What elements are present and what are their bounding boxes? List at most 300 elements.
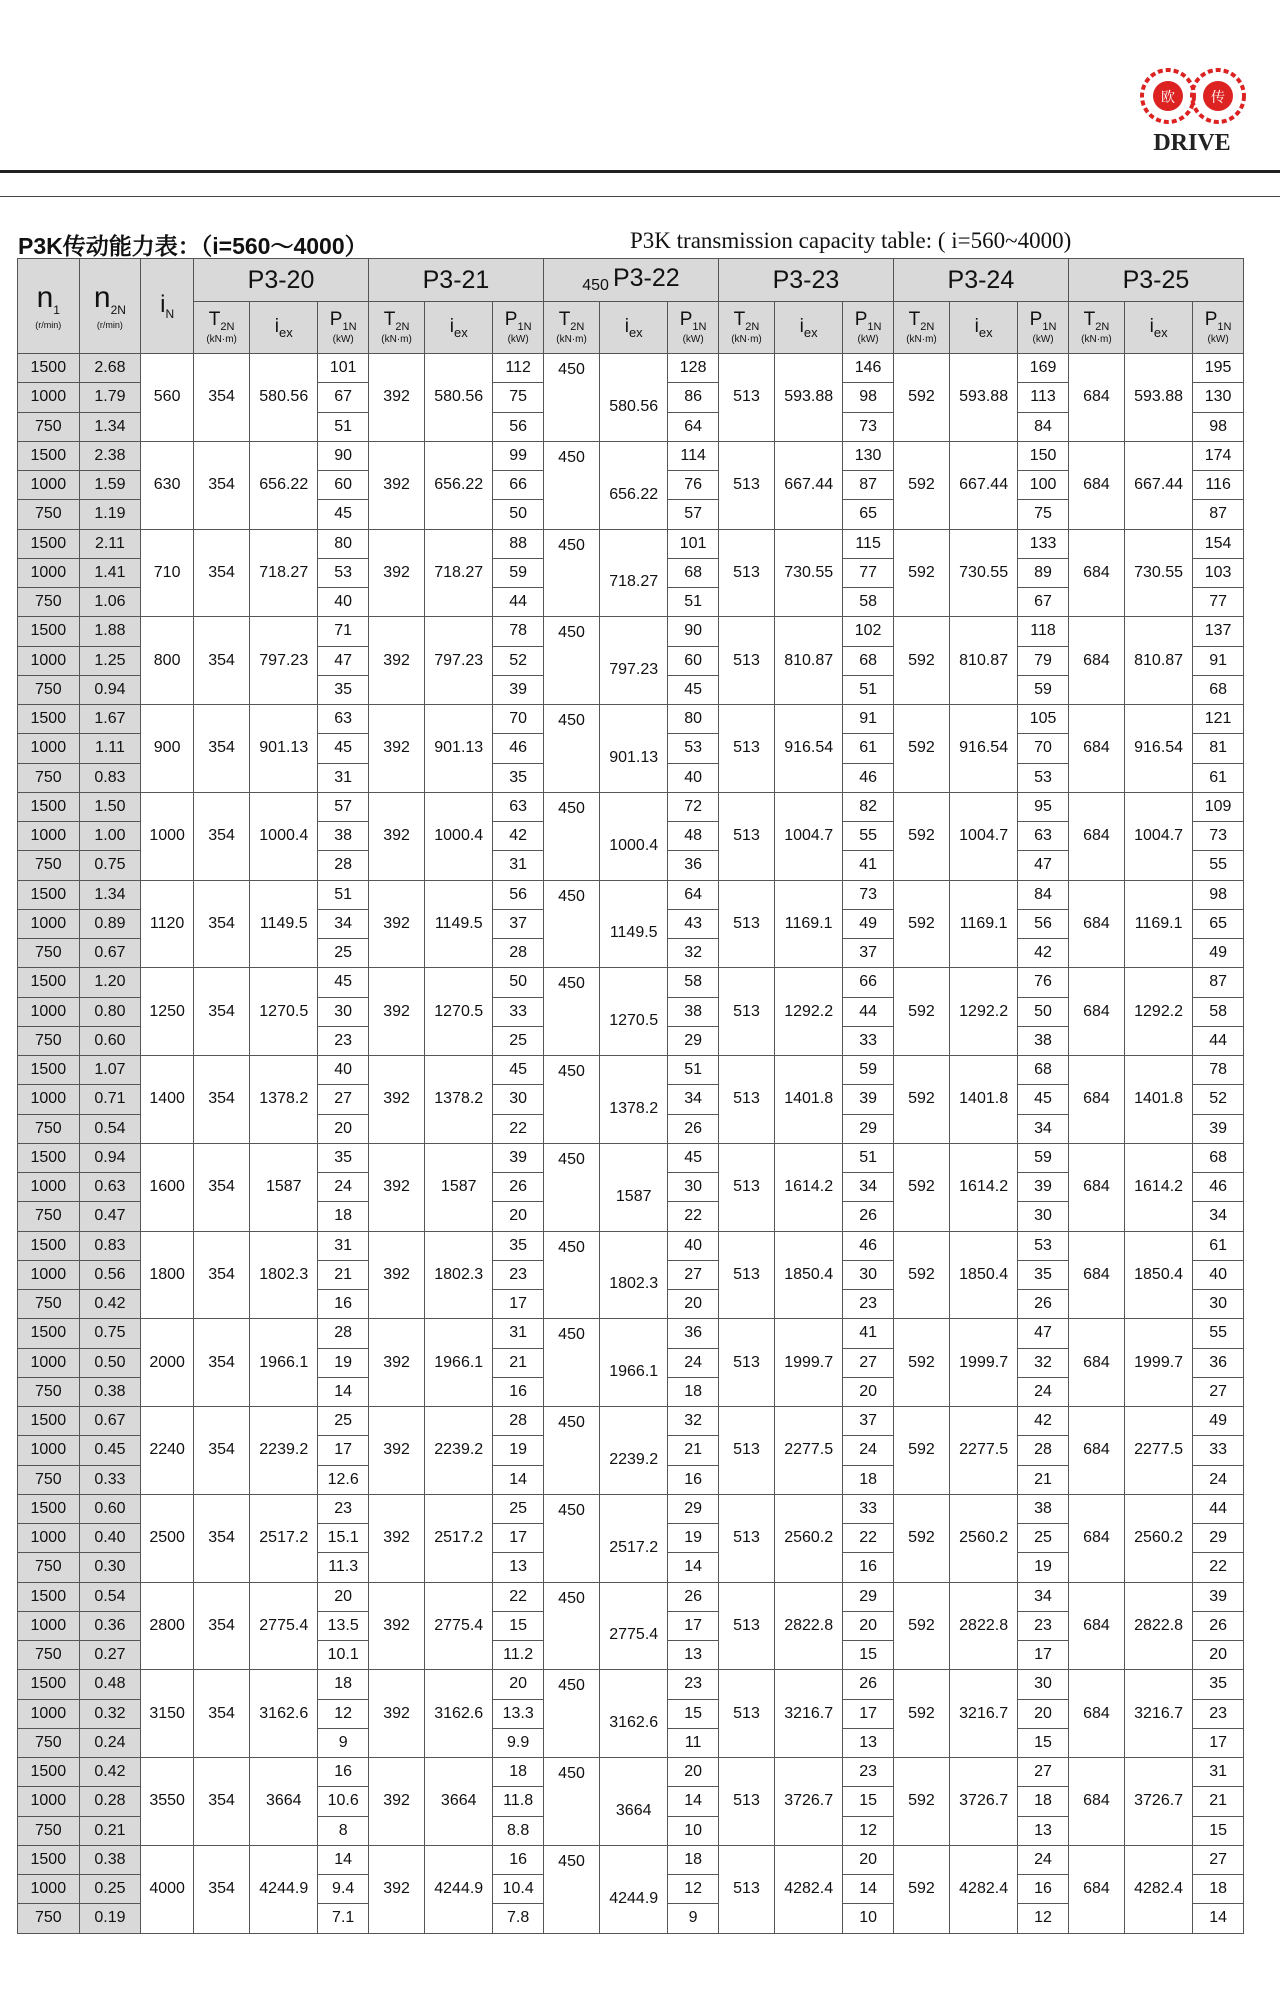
logo-text: DRIVE	[1153, 130, 1231, 156]
in-cell: 2500	[141, 1494, 194, 1582]
power-cell: 19	[318, 1348, 369, 1377]
power-cell: 84	[1018, 412, 1069, 441]
power-cell: 26	[668, 1114, 719, 1143]
group-header-p3-23: P3-23	[718, 259, 893, 302]
torque-cell: 592	[893, 354, 949, 442]
iex-cell: 3216.7	[950, 1670, 1018, 1758]
power-cell: 29	[668, 1026, 719, 1055]
torque-cell: 592	[893, 1845, 949, 1933]
power-cell: 133	[1018, 529, 1069, 558]
torque-cell: 392	[369, 880, 425, 968]
torque-cell: 392	[369, 1319, 425, 1407]
power-cell: 18	[318, 1202, 369, 1231]
torque-cell: 354	[194, 1407, 250, 1495]
iex-cell: 730.55	[775, 529, 843, 617]
iex-cell: 3664	[250, 1758, 318, 1846]
t2n-header: $T_{2N}$ (kN·m)	[194, 302, 250, 354]
n2-cell: 1.79	[79, 383, 141, 412]
iex-cell: 1000.4	[250, 792, 318, 880]
n2-cell: 0.32	[79, 1699, 141, 1728]
power-cell: 25	[493, 1494, 544, 1523]
power-cell: 32	[668, 939, 719, 968]
power-cell: 84	[1018, 880, 1069, 909]
power-cell: 48	[668, 822, 719, 851]
in-cell: 560	[141, 354, 194, 442]
power-cell: 21	[668, 1436, 719, 1465]
power-cell: 37	[843, 939, 894, 968]
n2-cell: 0.75	[79, 1319, 141, 1348]
power-cell: 18	[668, 1377, 719, 1406]
n1-cell: 1000	[18, 1085, 80, 1114]
torque-cell: 684	[1068, 441, 1124, 529]
torque-cell: 592	[893, 441, 949, 529]
torque-cell: 450	[543, 968, 599, 1056]
in-cell: 1400	[141, 1056, 194, 1144]
iex-cell: 1004.7	[775, 792, 843, 880]
n2-cell: 1.88	[79, 617, 141, 646]
torque-cell: 392	[369, 354, 425, 442]
n1-cell: 1000	[18, 734, 80, 763]
table-row	[18, 1845, 1244, 1874]
power-cell: 20	[1193, 1641, 1244, 1670]
sub-header-row	[18, 302, 1244, 354]
iex-cell: 1614.2	[775, 1143, 843, 1231]
power-cell: 17	[493, 1524, 544, 1553]
power-cell: 53	[1018, 763, 1069, 792]
power-cell: 46	[843, 1231, 894, 1260]
torque-cell: 354	[194, 792, 250, 880]
power-cell: 30	[668, 1173, 719, 1202]
power-cell: 77	[843, 558, 894, 587]
torque-cell: 450	[543, 1758, 599, 1846]
n2-cell: 0.54	[79, 1114, 141, 1143]
power-cell: 45	[318, 500, 369, 529]
power-cell: 19	[668, 1524, 719, 1553]
n2-cell: 1.59	[79, 471, 141, 500]
power-cell: 103	[1193, 558, 1244, 587]
in-cell: 900	[141, 705, 194, 793]
torque-cell: 354	[194, 529, 250, 617]
power-cell: 42	[1018, 1407, 1069, 1436]
power-cell: 45	[318, 734, 369, 763]
power-cell: 9	[318, 1728, 369, 1757]
iex-header: $i_{ex}$	[950, 302, 1018, 354]
n1-cell: 750	[18, 1026, 80, 1055]
power-cell: 18	[1018, 1787, 1069, 1816]
torque-cell: 513	[718, 1319, 774, 1407]
torque-cell: 513	[718, 1494, 774, 1582]
table-row	[18, 705, 1244, 734]
iex-header: $i_{ex}$	[1124, 302, 1192, 354]
power-cell: 23	[843, 1758, 894, 1787]
iex-cell: 797.23	[425, 617, 493, 705]
iex-cell: 1802.3	[600, 1231, 668, 1319]
power-cell: 13	[493, 1553, 544, 1582]
iex-cell: 667.44	[950, 441, 1018, 529]
power-cell: 64	[668, 880, 719, 909]
power-cell: 169	[1018, 354, 1069, 383]
iex-cell: 1966.1	[425, 1319, 493, 1407]
power-cell: 34	[1018, 1114, 1069, 1143]
power-cell: 24	[668, 1348, 719, 1377]
power-cell: 80	[668, 705, 719, 734]
power-cell: 19	[493, 1436, 544, 1465]
power-cell: 68	[668, 558, 719, 587]
n1-cell: 750	[18, 1290, 80, 1319]
power-cell: 34	[668, 1085, 719, 1114]
iex-cell: 718.27	[425, 529, 493, 617]
logo-cn-right: 传	[1211, 90, 1225, 106]
power-cell: 38	[1018, 1026, 1069, 1055]
power-cell: 76	[668, 471, 719, 500]
power-cell: 68	[1193, 675, 1244, 704]
n1-cell: 1500	[18, 1056, 80, 1085]
torque-cell: 450	[543, 1143, 599, 1231]
torque-cell: 592	[893, 1056, 949, 1144]
iex-cell: 3664	[600, 1758, 668, 1846]
power-cell: 10	[668, 1816, 719, 1845]
in-cell: 2000	[141, 1319, 194, 1407]
n1-cell: 1500	[18, 705, 80, 734]
power-cell: 58	[843, 588, 894, 617]
power-cell: 20	[843, 1377, 894, 1406]
power-cell: 78	[493, 617, 544, 646]
power-cell: 22	[843, 1524, 894, 1553]
n2-cell: 0.28	[79, 1787, 141, 1816]
n1-cell: 1000	[18, 383, 80, 412]
power-cell: 32	[668, 1407, 719, 1436]
torque-cell: 684	[1068, 529, 1124, 617]
p1n-header: $P_{1N}$ (kW)	[1018, 302, 1069, 354]
iex-cell: 4282.4	[950, 1845, 1018, 1933]
power-cell: 65	[1193, 909, 1244, 938]
power-cell: 11.8	[493, 1787, 544, 1816]
t2n-header: $T_{2N}$ (kN·m)	[543, 302, 599, 354]
iex-cell: 4244.9	[250, 1845, 318, 1933]
power-cell: 30	[1193, 1290, 1244, 1319]
power-cell: 33	[843, 1494, 894, 1523]
power-cell: 63	[318, 705, 369, 734]
power-cell: 21	[1018, 1465, 1069, 1494]
torque-cell: 392	[369, 1407, 425, 1495]
power-cell: 13	[1018, 1816, 1069, 1845]
torque-cell: 684	[1068, 1670, 1124, 1758]
torque-cell: 450	[543, 529, 599, 617]
iex-cell: 2517.2	[425, 1494, 493, 1582]
power-cell: 61	[1193, 763, 1244, 792]
n1-cell: 1500	[18, 968, 80, 997]
power-cell: 55	[1193, 851, 1244, 880]
iex-cell: 3162.6	[425, 1670, 493, 1758]
power-cell: 59	[493, 558, 544, 587]
power-cell: 26	[668, 1582, 719, 1611]
power-cell: 28	[493, 939, 544, 968]
power-cell: 53	[318, 558, 369, 587]
power-cell: 24	[1018, 1377, 1069, 1406]
power-cell: 35	[1018, 1260, 1069, 1289]
power-cell: 45	[668, 675, 719, 704]
power-cell: 18	[668, 1845, 719, 1874]
iex-cell: 1149.5	[250, 880, 318, 968]
torque-cell: 592	[893, 880, 949, 968]
table-row	[18, 880, 1244, 909]
power-cell: 44	[1193, 1026, 1244, 1055]
power-cell: 55	[1193, 1319, 1244, 1348]
n1-cell: 1000	[18, 822, 80, 851]
power-cell: 105	[1018, 705, 1069, 734]
power-cell: 11.2	[493, 1641, 544, 1670]
power-cell: 68	[1018, 1056, 1069, 1085]
iex-cell: 2822.8	[950, 1582, 1018, 1670]
iex-cell: 1169.1	[775, 880, 843, 968]
power-cell: 38	[668, 997, 719, 1026]
power-cell: 35	[1193, 1670, 1244, 1699]
torque-cell: 592	[893, 968, 949, 1056]
n2-cell: 0.33	[79, 1465, 141, 1494]
torque-cell: 684	[1068, 354, 1124, 442]
torque-cell: 354	[194, 1758, 250, 1846]
iex-cell: 3726.7	[775, 1758, 843, 1846]
power-cell: 46	[493, 734, 544, 763]
iex-cell: 1004.7	[1124, 792, 1192, 880]
torque-cell: 684	[1068, 1845, 1124, 1933]
power-cell: 45	[1018, 1085, 1069, 1114]
iex-cell: 1850.4	[775, 1231, 843, 1319]
n2-cell: 1.20	[79, 968, 141, 997]
power-cell: 40	[318, 588, 369, 617]
power-cell: 41	[843, 1319, 894, 1348]
power-cell: 16	[318, 1758, 369, 1787]
iex-cell: 810.87	[775, 617, 843, 705]
table-row	[18, 792, 1244, 821]
power-cell: 67	[1018, 588, 1069, 617]
n2-cell: 0.71	[79, 1085, 141, 1114]
power-cell: 21	[318, 1260, 369, 1289]
power-cell: 31	[493, 1319, 544, 1348]
iex-cell: 667.44	[1124, 441, 1192, 529]
power-cell: 16	[318, 1290, 369, 1319]
second-rule	[0, 196, 1280, 197]
power-cell: 130	[1193, 383, 1244, 412]
torque-cell: 392	[369, 1143, 425, 1231]
power-cell: 20	[1018, 1699, 1069, 1728]
torque-cell: 450	[543, 617, 599, 705]
iex-header: $i_{ex}$	[775, 302, 843, 354]
n2-cell: 1.00	[79, 822, 141, 851]
n1-cell: 1500	[18, 1231, 80, 1260]
torque-cell: 513	[718, 617, 774, 705]
torque-cell: 684	[1068, 1056, 1124, 1144]
torque-cell: 684	[1068, 1494, 1124, 1582]
power-cell: 70	[493, 705, 544, 734]
iex-cell: 1966.1	[250, 1319, 318, 1407]
power-cell: 26	[1018, 1290, 1069, 1319]
iex-cell: 2277.5	[1124, 1407, 1192, 1495]
power-cell: 27	[1193, 1845, 1244, 1874]
iex-cell: 2517.2	[600, 1494, 668, 1582]
power-cell: 55	[843, 822, 894, 851]
torque-cell: 450	[543, 1582, 599, 1670]
power-cell: 29	[668, 1494, 719, 1523]
torque-cell: 354	[194, 1319, 250, 1407]
power-cell: 10.1	[318, 1641, 369, 1670]
power-cell: 51	[318, 412, 369, 441]
title-en: P3K transmission capacity table: ( i=560~4000)	[630, 228, 1072, 253]
power-cell: 37	[843, 1407, 894, 1436]
power-cell: 130	[843, 441, 894, 470]
n2-cell: 0.21	[79, 1816, 141, 1845]
iex-cell: 1850.4	[1124, 1231, 1192, 1319]
power-cell: 17	[1018, 1641, 1069, 1670]
torque-cell: 392	[369, 792, 425, 880]
power-cell: 154	[1193, 529, 1244, 558]
power-cell: 39	[493, 675, 544, 704]
power-cell: 50	[1018, 997, 1069, 1026]
power-cell: 33	[1193, 1436, 1244, 1465]
n2-cell: 1.50	[79, 792, 141, 821]
power-cell: 30	[843, 1260, 894, 1289]
n2-cell: 2.11	[79, 529, 141, 558]
in-cell: 630	[141, 441, 194, 529]
n2-cell: 0.27	[79, 1641, 141, 1670]
table-row	[18, 617, 1244, 646]
power-cell: 15	[1018, 1728, 1069, 1757]
power-cell: 13	[668, 1641, 719, 1670]
iex-cell: 2822.8	[775, 1582, 843, 1670]
n1-cell: 1500	[18, 1582, 80, 1611]
power-cell: 23	[493, 1260, 544, 1289]
power-cell: 13.5	[318, 1611, 369, 1640]
power-cell: 39	[1193, 1114, 1244, 1143]
iex-cell: 1587	[600, 1143, 668, 1231]
table-body	[18, 354, 1244, 1934]
power-cell: 16	[668, 1465, 719, 1494]
iex-cell: 1270.5	[600, 968, 668, 1056]
power-cell: 13	[843, 1728, 894, 1757]
torque-cell: 513	[718, 1407, 774, 1495]
power-cell: 26	[493, 1173, 544, 1202]
n2-cell: 0.38	[79, 1377, 141, 1406]
n1-cell: 750	[18, 1553, 80, 1582]
power-cell: 23	[318, 1026, 369, 1055]
power-cell: 21	[1193, 1787, 1244, 1816]
torque-cell: 354	[194, 354, 250, 442]
power-cell: 33	[493, 997, 544, 1026]
torque-cell: 392	[369, 1670, 425, 1758]
power-cell: 18	[1193, 1875, 1244, 1904]
power-cell: 49	[843, 909, 894, 938]
n2-cell: 2.38	[79, 441, 141, 470]
n1-cell: 1000	[18, 1699, 80, 1728]
power-cell: 57	[668, 500, 719, 529]
torque-cell: 684	[1068, 705, 1124, 793]
n2-cell: 0.63	[79, 1173, 141, 1202]
power-cell: 39	[843, 1085, 894, 1114]
torque-cell: 392	[369, 1494, 425, 1582]
power-cell: 12	[1018, 1904, 1069, 1933]
power-cell: 59	[843, 1056, 894, 1085]
power-cell: 17	[493, 1290, 544, 1319]
iex-cell: 3162.6	[250, 1670, 318, 1758]
p1n-header: $P_{1N}$ (kW)	[843, 302, 894, 354]
n1-cell: 1000	[18, 997, 80, 1026]
n2-cell: 0.40	[79, 1524, 141, 1553]
power-cell: 150	[1018, 441, 1069, 470]
power-cell: 89	[1018, 558, 1069, 587]
power-cell: 47	[1018, 1319, 1069, 1348]
iex-cell: 2517.2	[250, 1494, 318, 1582]
iex-cell: 1401.8	[1124, 1056, 1192, 1144]
n2-cell: 0.25	[79, 1875, 141, 1904]
power-cell: 102	[843, 617, 894, 646]
power-cell: 24	[1018, 1845, 1069, 1874]
power-cell: 68	[1193, 1143, 1244, 1172]
iex-cell: 901.13	[600, 705, 668, 793]
power-cell: 27	[668, 1260, 719, 1289]
power-cell: 31	[318, 1231, 369, 1260]
power-cell: 86	[668, 383, 719, 412]
power-cell: 75	[1018, 500, 1069, 529]
n1-cell: 1000	[18, 1260, 80, 1289]
power-cell: 11	[668, 1728, 719, 1757]
power-cell: 35	[493, 1231, 544, 1260]
power-cell: 31	[1193, 1758, 1244, 1787]
torque-cell: 450	[543, 441, 599, 529]
torque-cell: 592	[893, 792, 949, 880]
n2-cell: 0.36	[79, 1611, 141, 1640]
n1-cell: 750	[18, 939, 80, 968]
power-cell: 59	[1018, 675, 1069, 704]
n2-cell: 0.38	[79, 1845, 141, 1874]
power-cell: 73	[843, 880, 894, 909]
power-cell: 112	[493, 354, 544, 383]
power-cell: 53	[668, 734, 719, 763]
torque-cell: 513	[718, 968, 774, 1056]
torque-cell: 592	[893, 1407, 949, 1495]
n1-cell: 750	[18, 1816, 80, 1845]
power-cell: 60	[318, 471, 369, 500]
power-cell: 66	[843, 968, 894, 997]
iex-header: $i_{ex}$	[600, 302, 668, 354]
n2-cell: 0.60	[79, 1494, 141, 1523]
table-row	[18, 1231, 1244, 1260]
in-cell: 1000	[141, 792, 194, 880]
n1-cell: 1000	[18, 1524, 80, 1553]
iex-cell: 2775.4	[250, 1582, 318, 1670]
iex-cell: 4282.4	[775, 1845, 843, 1933]
power-cell: 72	[668, 792, 719, 821]
top-rule	[0, 170, 1280, 173]
in-cell: 710	[141, 529, 194, 617]
iex-cell: 810.87	[1124, 617, 1192, 705]
n1-cell: 750	[18, 1641, 80, 1670]
iex-cell: 797.23	[250, 617, 318, 705]
in-cell: 4000	[141, 1845, 194, 1933]
power-cell: 30	[1018, 1670, 1069, 1699]
power-cell: 40	[1193, 1260, 1244, 1289]
torque-cell: 592	[893, 1758, 949, 1846]
power-cell: 26	[1193, 1611, 1244, 1640]
power-cell: 37	[493, 909, 544, 938]
power-cell: 28	[318, 1319, 369, 1348]
power-cell: 34	[318, 909, 369, 938]
n2-cell: 0.89	[79, 909, 141, 938]
iex-cell: 916.54	[1124, 705, 1192, 793]
power-cell: 24	[1193, 1465, 1244, 1494]
torque-cell: 354	[194, 1231, 250, 1319]
power-cell: 121	[1193, 705, 1244, 734]
n1-cell: 750	[18, 763, 80, 792]
